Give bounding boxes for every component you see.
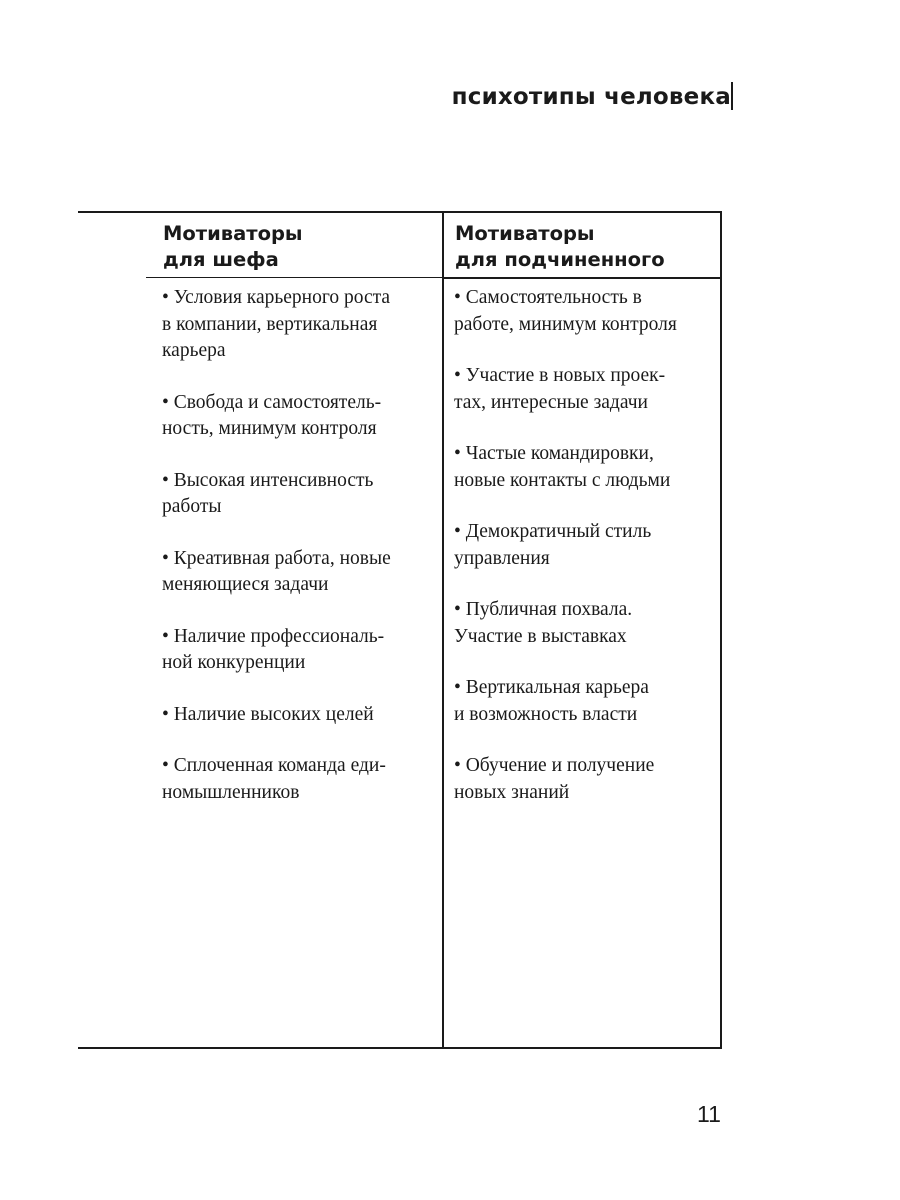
header-vertical-rule [731, 82, 733, 110]
list-item: • Высокая интенсивность работы [162, 469, 374, 517]
list-item: • Наличие высоких целей [162, 703, 374, 725]
list-item: • Обучение и получение новых знаний [454, 755, 655, 803]
table-header-rule [442, 277, 722, 279]
table-header-rule-left [146, 277, 442, 278]
list-item: • Демократичный стиль управления [454, 521, 652, 569]
column-header-subordinate: Мотиваторы для подчиненного [455, 222, 665, 271]
list-item: • Публичная похвала. Участие в выставках [454, 599, 633, 647]
table-right-rule [720, 211, 722, 1049]
table-top-rule [78, 211, 722, 213]
list-item: • Наличие профессиональ- ной конкуренции [162, 625, 385, 673]
column-header-chief: Мотиваторы для шефа [163, 222, 303, 271]
table-column-divider [442, 211, 444, 1049]
chief-motivators-list [162, 285, 437, 831]
list-item: • Креативная работа, новые меняющиеся задачи [162, 547, 391, 595]
motivators-table [78, 211, 722, 1049]
page-number: 11 [697, 1101, 721, 1127]
list-item: • Участие в новых проек- тах, интересные задачи [454, 365, 666, 413]
list-item: • Вертикальная карьера и возможность власти [454, 677, 649, 725]
list-item: • Условия карьерного роста в компании, вертикальная карьера [162, 287, 391, 361]
list-item: • Частые командировки, новые контакты с людьми [454, 443, 671, 491]
running-header: психотипы человека [451, 84, 731, 110]
table-bottom-rule [78, 1047, 722, 1049]
subordinate-motivators-list [454, 285, 716, 831]
list-item: • Самостоятельность в работе, минимум контроля [454, 287, 677, 335]
list-item: • Свобода и самостоятель- ность, минимум контроля [162, 391, 382, 439]
list-item: • Сплоченная команда еди- номышленников [162, 755, 386, 803]
